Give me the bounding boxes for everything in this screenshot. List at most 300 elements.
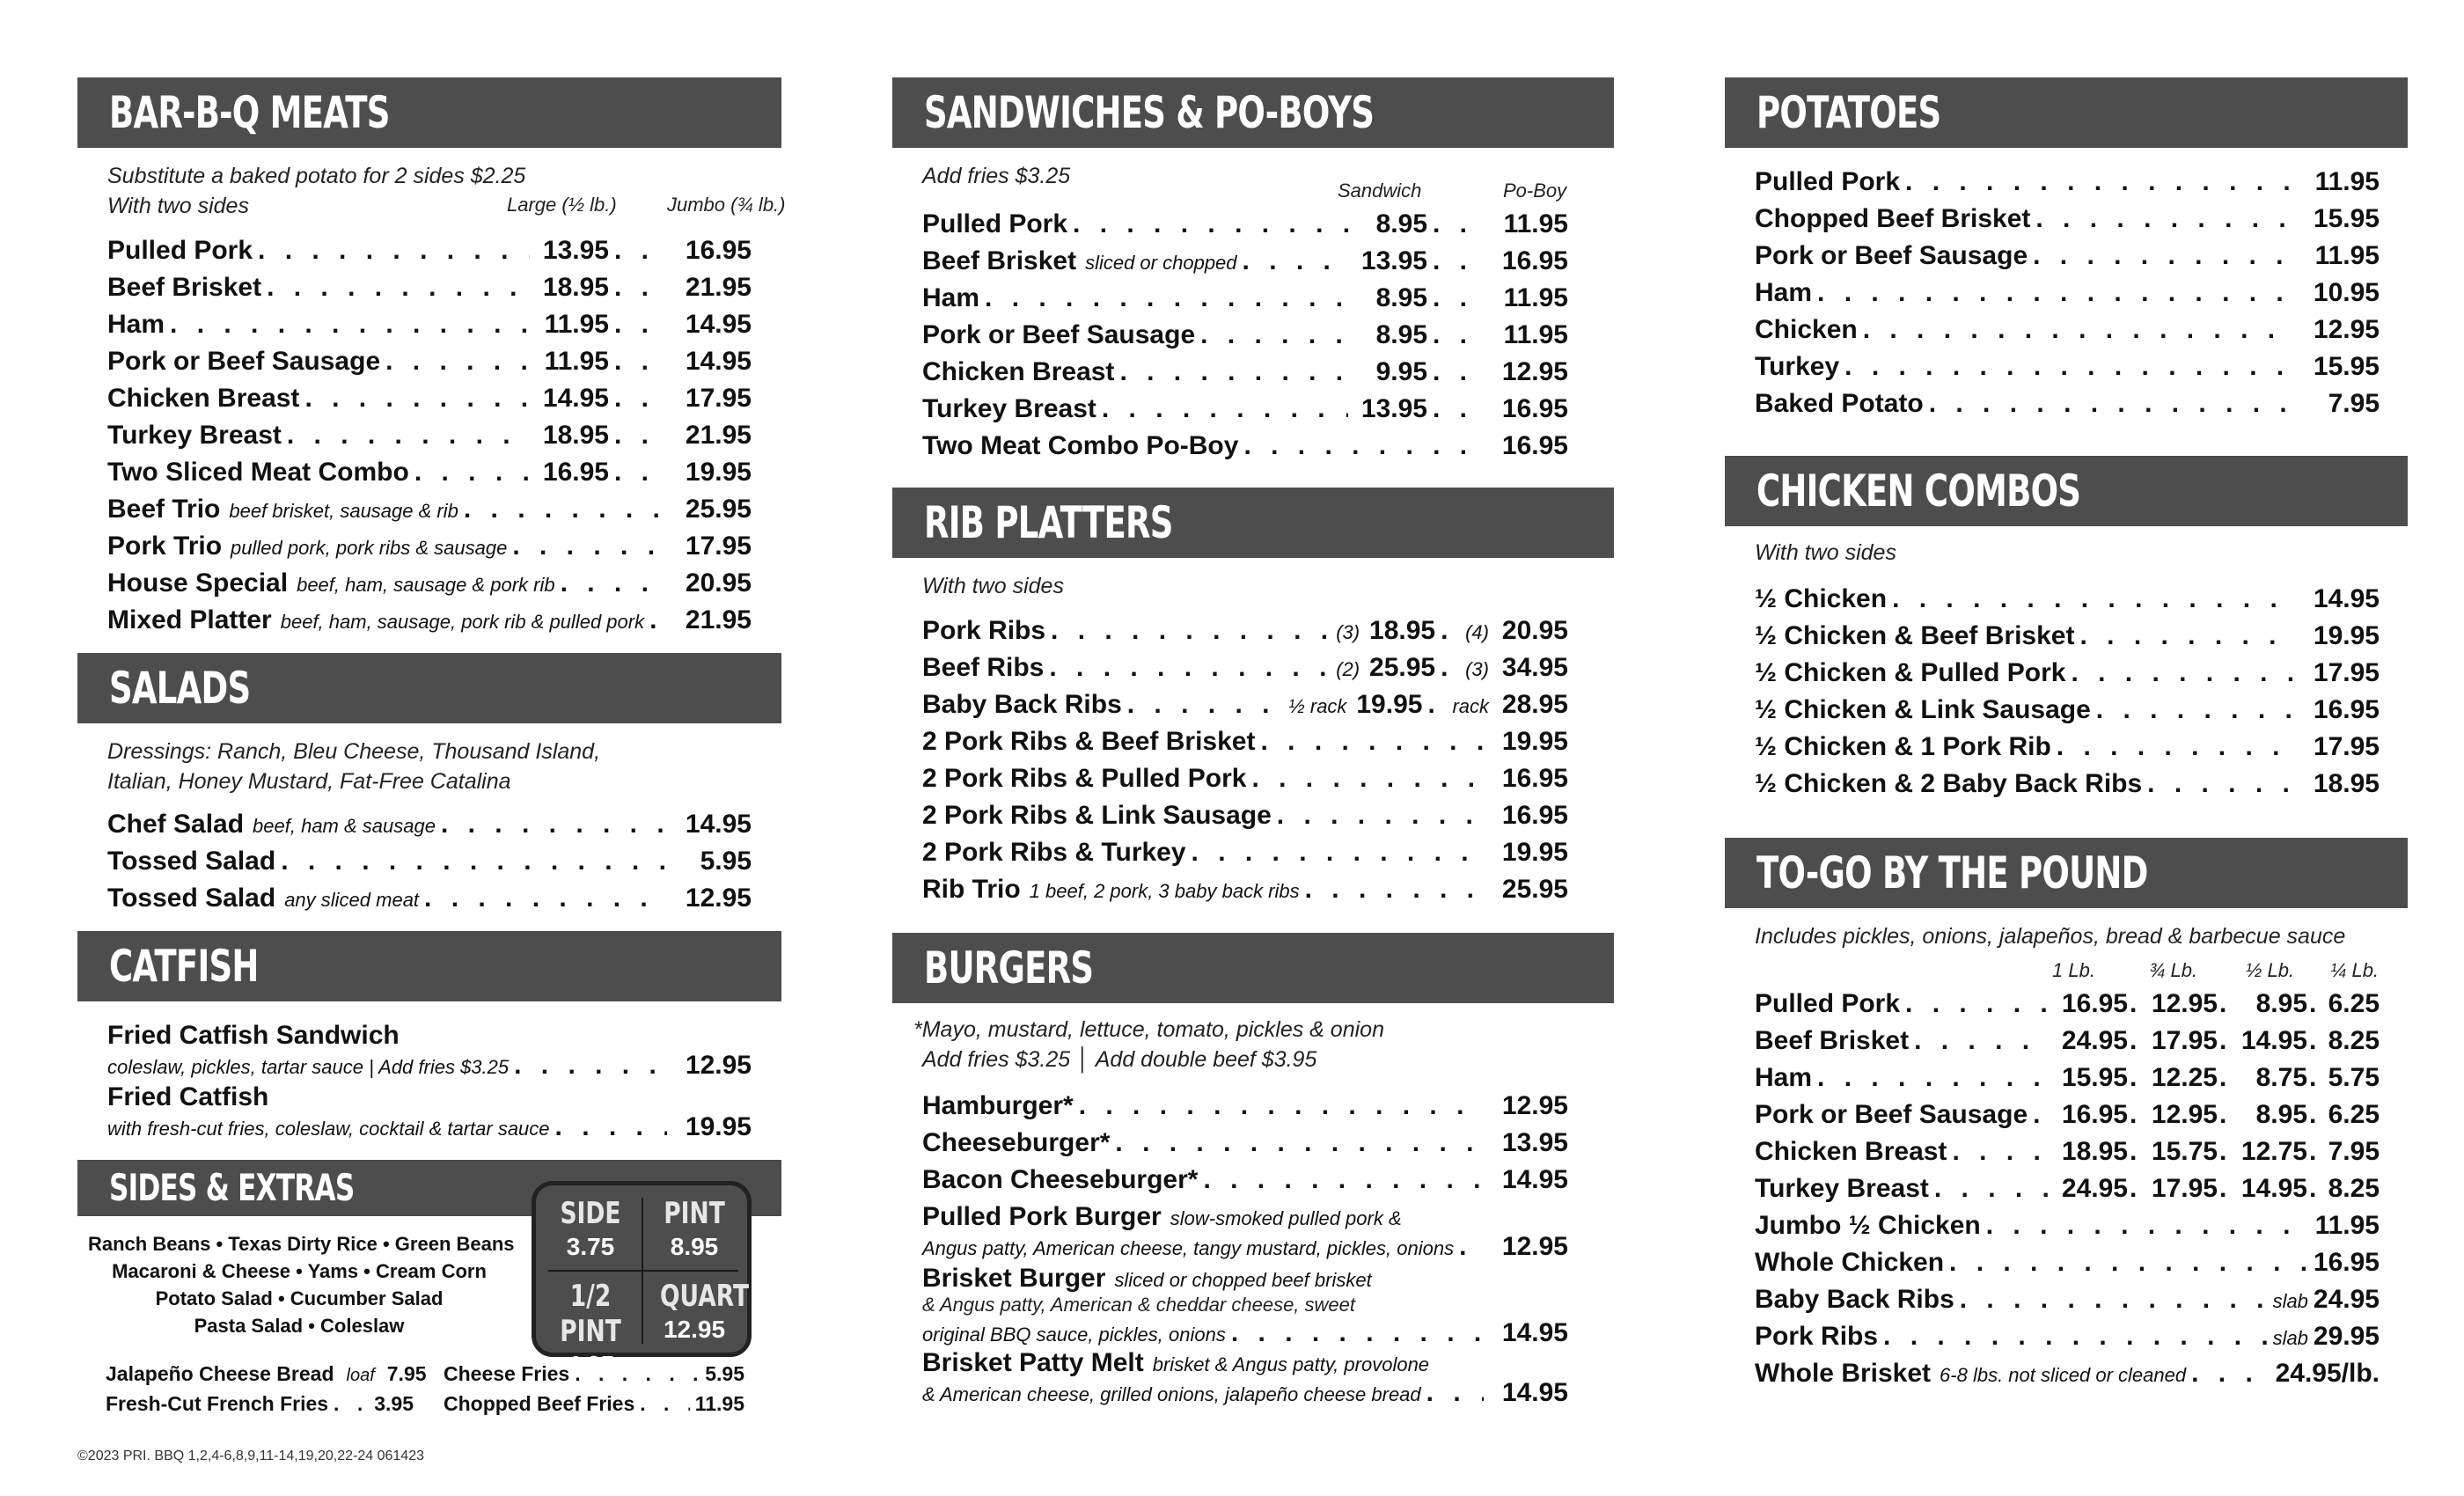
item-price: 7.95 bbox=[2328, 389, 2380, 418]
chicken-header: CHICKEN COMBOS bbox=[1725, 456, 2408, 526]
dot-leader bbox=[2033, 1100, 2049, 1130]
dot-leader bbox=[1203, 1165, 1484, 1195]
item-name: Pork or Beef Sausage bbox=[1755, 241, 2028, 270]
price-jumbo: 14.95 bbox=[685, 347, 752, 376]
item-name: ½ Chicken & Beef Brisket bbox=[1755, 621, 2075, 650]
menu-item bbox=[922, 1232, 1568, 1262]
dot-leader bbox=[2147, 769, 2295, 799]
dot-leader bbox=[414, 458, 530, 488]
price-col-1: 16.95 bbox=[2061, 989, 2128, 1018]
item-price: 25.95 bbox=[685, 495, 752, 524]
dot-leader bbox=[1952, 1137, 2049, 1167]
dot-leader bbox=[614, 310, 667, 340]
dot-leader bbox=[1433, 320, 1484, 350]
price-col-4: 8.25 bbox=[2328, 1026, 2380, 1055]
sides-list-line: Ranch Beans • Texas Dirty Rice • Green Beans bbox=[88, 1233, 515, 1255]
price-col-1: 18.95 bbox=[2061, 1137, 2128, 1166]
menu-item bbox=[107, 847, 752, 876]
item-name: Beef Brisket bbox=[922, 246, 1077, 275]
dot-leader bbox=[1905, 167, 2295, 197]
burgers-note-2: Add fries $3.25 │ Add double beef $3.95 bbox=[922, 1047, 1317, 1072]
dot-leader bbox=[2309, 1137, 2321, 1167]
item-description: pulled pork, pork ribs & sausage bbox=[231, 537, 508, 559]
item-description: with fresh-cut fries, coleslaw, cocktail & tartar sauce bbox=[107, 1118, 550, 1140]
item-description: 1 beef, 2 pork, 3 baby back ribs bbox=[1029, 880, 1300, 902]
item-price: 19.95 bbox=[685, 1112, 752, 1141]
price-large: 11.95 bbox=[544, 347, 609, 376]
sides-header: SIDES & EXTRAS bbox=[77, 1160, 781, 1216]
price-jumbo: 16.95 bbox=[685, 236, 752, 265]
dot-leader bbox=[1892, 584, 2295, 614]
item-name: Chopped Beef Fries bbox=[444, 1392, 635, 1415]
sandwiches-col-sandwich: Sandwich bbox=[1338, 180, 1422, 202]
item-name: Chicken bbox=[1755, 315, 1858, 344]
menu-item bbox=[922, 1128, 1568, 1158]
menu-item bbox=[922, 431, 1568, 461]
menu-item bbox=[1755, 621, 2380, 651]
togo-col-12lb: ½ Lb. bbox=[2246, 959, 2295, 981]
price-sandwich: 8.95 bbox=[1375, 209, 1427, 238]
item-name: Fried Catfish bbox=[107, 1082, 269, 1111]
item-name: Ham bbox=[922, 283, 980, 312]
menu-item bbox=[107, 884, 752, 913]
togo-col-14lb: ¼ Lb. bbox=[2330, 959, 2380, 981]
dot-leader bbox=[2033, 241, 2295, 271]
item-price: 5.95 bbox=[705, 1362, 744, 1385]
menu-item bbox=[1755, 352, 2380, 382]
ribs-note: With two sides bbox=[922, 574, 1064, 598]
dot-leader bbox=[281, 847, 667, 876]
quart-cell: QUART 12.95 bbox=[660, 1279, 750, 1343]
dot-leader bbox=[1119, 357, 1348, 387]
dot-leader bbox=[1459, 1232, 1484, 1262]
menu-item bbox=[1755, 1137, 2380, 1167]
dot-leader bbox=[614, 384, 667, 414]
menu-item bbox=[1755, 1248, 2380, 1278]
dot-leader bbox=[2191, 1359, 2270, 1389]
chicken-note: With two sides bbox=[1755, 540, 1896, 565]
footer-copyright: ©2023 PRI. BBQ 1,2,4-6,8,9,11-14,19,20,22-24 061423 bbox=[77, 1448, 424, 1463]
price-poboy: 11.95 bbox=[1503, 283, 1568, 312]
sandwiches-header: SANDWICHES & PO-BOYS bbox=[892, 77, 1614, 148]
pint-cell: PINT 8.95 bbox=[664, 1196, 725, 1260]
item-name: Pork Trio bbox=[107, 532, 223, 561]
dot-leader bbox=[1817, 278, 2295, 308]
item-name: 2 Pork Ribs & Beef Brisket bbox=[922, 727, 1256, 756]
item-price: 19.95 bbox=[1501, 727, 1568, 756]
price-large: 34.95 bbox=[1501, 653, 1568, 682]
dot-leader bbox=[2130, 1137, 2142, 1167]
dot-leader bbox=[2130, 989, 2142, 1019]
menu-item-name-line bbox=[107, 1021, 400, 1051]
item-price: 24.95/lb. bbox=[2275, 1359, 2380, 1388]
togo-header: TO-GO BY THE POUND bbox=[1725, 838, 2408, 908]
salads-header: SALADS bbox=[77, 653, 781, 723]
menu-item-name-line bbox=[922, 1264, 1372, 1294]
menu-item bbox=[1755, 1174, 2380, 1204]
item-price: 11.95 bbox=[694, 1392, 744, 1415]
sides-list-line: Pasta Salad • Coleslaw bbox=[194, 1315, 405, 1337]
price-jumbo: 14.95 bbox=[685, 310, 752, 339]
item-name: Chicken Breast bbox=[107, 384, 300, 413]
item-price: 16.95 bbox=[1501, 801, 1568, 830]
price-col-2: 12.95 bbox=[2151, 1100, 2218, 1129]
dot-leader bbox=[1251, 764, 1484, 794]
item-name: Chef Salad bbox=[107, 810, 245, 839]
item-name: House Special bbox=[107, 568, 289, 598]
menu-item bbox=[1755, 769, 2380, 799]
menu-item bbox=[922, 246, 1568, 276]
dot-leader bbox=[1192, 838, 1484, 868]
ribs-header: RIB PLATTERS bbox=[892, 488, 1614, 558]
bbq-note-2: With two sides bbox=[107, 194, 249, 218]
item-unit: slab bbox=[2272, 1290, 2308, 1312]
sandwiches-col-poboy: Po-Boy bbox=[1503, 180, 1567, 202]
item-price: 14.95 bbox=[685, 810, 752, 839]
item-name: Beef Ribs bbox=[922, 653, 1045, 682]
item-name: Fresh-Cut French Fries bbox=[106, 1392, 329, 1415]
menu-item bbox=[107, 1112, 752, 1142]
dot-leader bbox=[1426, 1378, 1484, 1408]
price-large: 14.95 bbox=[542, 384, 609, 413]
dot-leader bbox=[1079, 1091, 1484, 1121]
dot-leader bbox=[1427, 690, 1447, 720]
dot-leader bbox=[1960, 1285, 2268, 1315]
menu-item bbox=[107, 495, 752, 524]
item-description: original BBQ sauce, pickles, onions bbox=[922, 1324, 1226, 1346]
menu-item bbox=[1755, 241, 2380, 271]
item-price: 16.95 bbox=[2313, 695, 2380, 724]
menu-item bbox=[922, 357, 1568, 387]
price-large: 13.95 bbox=[542, 236, 609, 265]
price-poboy: 11.95 bbox=[1503, 320, 1568, 349]
dot-leader bbox=[649, 605, 667, 635]
menu-item bbox=[922, 394, 1568, 424]
item-price: 12.95 bbox=[685, 884, 752, 913]
dot-leader bbox=[614, 347, 667, 377]
menu-item bbox=[922, 1091, 1568, 1121]
item-price: 17.95 bbox=[685, 532, 752, 561]
item-price: 14.95 bbox=[1501, 1378, 1568, 1407]
item-name: 2 Pork Ribs & Turkey bbox=[922, 838, 1186, 867]
dot-leader bbox=[2309, 1026, 2321, 1056]
item-price: 14.95 bbox=[1501, 1165, 1568, 1194]
dot-leader bbox=[1934, 1174, 2049, 1204]
menu-item bbox=[1755, 1359, 2380, 1389]
item-name: Pork or Beef Sausage bbox=[1755, 1100, 2028, 1129]
price-large: 11.95 bbox=[544, 310, 609, 339]
price-col-2: 12.25 bbox=[2151, 1063, 2218, 1092]
dot-leader bbox=[1441, 616, 1460, 646]
dot-leader bbox=[2057, 732, 2295, 762]
dot-leader bbox=[2035, 204, 2295, 234]
item-name: Beef Brisket bbox=[1755, 1026, 1910, 1055]
price-col-2: 15.75 bbox=[2151, 1137, 2218, 1166]
item-description: & American cheese, grilled onions, jalapeño cheese bread bbox=[922, 1383, 1421, 1405]
togo-col-34lb: ¾ Lb. bbox=[2149, 959, 2198, 981]
dot-leader bbox=[1433, 283, 1484, 313]
price-col-4: 8.25 bbox=[2328, 1174, 2380, 1203]
item-description: sliced or chopped bbox=[1085, 252, 1237, 274]
dot-leader bbox=[1102, 394, 1348, 424]
dot-leader bbox=[2130, 1174, 2142, 1204]
side-extra-item bbox=[106, 1362, 431, 1386]
price-jumbo: 21.95 bbox=[685, 421, 752, 450]
price-col-4: 7.95 bbox=[2328, 1137, 2380, 1166]
dot-leader bbox=[170, 310, 530, 340]
dot-leader bbox=[1986, 1211, 2310, 1241]
price-col-1: 15.95 bbox=[2061, 1063, 2128, 1092]
price-large: 18.95 bbox=[542, 421, 609, 450]
menu-item bbox=[1755, 204, 2380, 234]
item-price: 11.95 bbox=[2314, 241, 2380, 270]
item-name: Pork or Beef Sausage bbox=[922, 320, 1196, 349]
dot-leader bbox=[287, 421, 530, 451]
price-sandwich: 13.95 bbox=[1360, 394, 1427, 423]
item-price: 12.95 bbox=[1501, 1232, 1568, 1261]
item-description: sliced or chopped beef brisket bbox=[1114, 1269, 1372, 1291]
menu-item bbox=[922, 1378, 1568, 1408]
item-price: 3.95 bbox=[374, 1392, 414, 1415]
dot-leader bbox=[1929, 389, 2295, 419]
price-col-1: 24.95 bbox=[2061, 1026, 2128, 1055]
menu-item bbox=[922, 283, 1568, 313]
dot-leader bbox=[424, 884, 667, 913]
item-name: Two Sliced Meat Combo bbox=[107, 458, 409, 487]
item-name: 2 Pork Ribs & Link Sausage bbox=[922, 801, 1272, 830]
item-name: Jumbo ½ Chicken bbox=[1755, 1211, 1981, 1240]
price-small: 25.95 bbox=[1369, 653, 1436, 682]
item-price: 18.95 bbox=[2313, 769, 2380, 798]
item-description: coleslaw, pickles, tartar sauce | Add fries $3.25 bbox=[107, 1056, 510, 1078]
item-description: beef brisket, sausage & rib bbox=[229, 500, 458, 522]
item-price: 17.95 bbox=[2313, 732, 2380, 761]
item-name: Turkey bbox=[1755, 352, 1840, 381]
item-name: Turkey Breast bbox=[922, 394, 1096, 423]
price-col-3: 12.75 bbox=[2240, 1137, 2307, 1166]
menu-item bbox=[1755, 1026, 2380, 1056]
item-name: Turkey Breast bbox=[107, 421, 282, 450]
bbq-col-jumbo: Jumbo (¾ lb.) bbox=[667, 194, 786, 216]
dot-leader bbox=[561, 568, 667, 598]
dot-leader bbox=[2130, 1026, 2142, 1056]
qty-small: (3) bbox=[1336, 621, 1360, 643]
item-name: ½ Chicken & Link Sausage bbox=[1755, 695, 2091, 724]
dot-leader bbox=[2309, 1100, 2321, 1130]
dot-leader bbox=[1844, 352, 2295, 382]
item-name: ½ Chicken bbox=[1755, 584, 1888, 613]
item-price: 24.95 bbox=[2313, 1285, 2380, 1314]
item-description: slow-smoked pulled pork & bbox=[1170, 1207, 1402, 1229]
item-name: Brisket Burger bbox=[922, 1264, 1106, 1293]
dot-leader bbox=[2079, 621, 2295, 651]
item-name: Rib Trio bbox=[922, 875, 1021, 904]
price-col-3: 14.95 bbox=[2240, 1174, 2307, 1203]
menu-item bbox=[1755, 1063, 2380, 1093]
item-name: Pulled Pork Burger bbox=[922, 1202, 1162, 1231]
potatoes-header: POTATOES bbox=[1725, 77, 2408, 148]
dot-leader bbox=[2309, 1174, 2321, 1204]
price-col-4: 5.75 bbox=[2328, 1063, 2380, 1092]
dot-leader bbox=[2130, 1100, 2142, 1130]
item-price: 19.95 bbox=[1501, 838, 1568, 867]
item-name: Tossed Salad bbox=[107, 847, 276, 876]
item-price: 16.95 bbox=[2313, 1248, 2380, 1277]
price-large: 16.95 bbox=[542, 458, 609, 487]
menu-item bbox=[1755, 389, 2380, 419]
item-price: 17.95 bbox=[2313, 658, 2380, 687]
burgers-header: BURGERS bbox=[892, 933, 1614, 1003]
item-price: 12.95 bbox=[2313, 315, 2380, 344]
menu-item bbox=[1755, 1285, 2380, 1315]
item-name: Baked Potato bbox=[1755, 389, 1924, 418]
salads-note-2: Italian, Honey Mustard, Fat-Free Catalina bbox=[107, 769, 511, 794]
item-price: 13.95 bbox=[1501, 1128, 1568, 1157]
price-sandwich: 13.95 bbox=[1360, 246, 1427, 275]
price-poboy: 16.95 bbox=[1501, 431, 1568, 460]
menu-item bbox=[1755, 732, 2380, 762]
menu-item bbox=[1755, 278, 2380, 308]
item-name: Pulled Pork bbox=[1755, 167, 1901, 196]
item-name: 2 Pork Ribs & Pulled Pork bbox=[922, 764, 1247, 793]
menu-item bbox=[922, 1165, 1568, 1195]
item-unit: slab bbox=[2272, 1327, 2308, 1349]
dot-leader bbox=[1305, 875, 1484, 905]
bbq-col-large: Large (½ lb.) bbox=[507, 194, 617, 216]
dot-leader bbox=[2219, 1100, 2232, 1130]
dot-leader bbox=[514, 1051, 667, 1081]
item-name: Whole Chicken bbox=[1755, 1248, 1945, 1277]
dot-leader bbox=[2219, 1063, 2232, 1093]
price-poboy: 16.95 bbox=[1501, 394, 1568, 423]
item-price: 21.95 bbox=[685, 605, 752, 634]
item-name: Two Meat Combo Po-Boy bbox=[922, 431, 1239, 460]
dot-leader bbox=[334, 1392, 369, 1416]
dot-leader bbox=[2309, 1063, 2321, 1093]
item-name: ½ Chicken & Pulled Pork bbox=[1755, 658, 2066, 687]
menu-item bbox=[922, 875, 1568, 905]
dot-leader bbox=[1127, 690, 1284, 720]
price-col-4: 6.25 bbox=[2328, 989, 2380, 1018]
item-description: beef, ham, sausage, pork rib & pulled pork bbox=[280, 611, 645, 633]
dot-leader bbox=[1243, 431, 1484, 461]
menu-item bbox=[922, 690, 1568, 720]
sides-list-line: Macaroni & Cheese • Yams • Cream Corn bbox=[112, 1260, 487, 1282]
dot-leader bbox=[385, 347, 530, 377]
item-description: any sliced meat bbox=[284, 889, 420, 911]
dot-leader bbox=[441, 810, 667, 840]
price-sandwich: 8.95 bbox=[1375, 283, 1427, 312]
menu-item bbox=[107, 810, 752, 840]
price-jumbo: 19.95 bbox=[685, 458, 752, 487]
dot-leader bbox=[614, 236, 667, 266]
dot-leader bbox=[1433, 209, 1484, 239]
item-price: 5.95 bbox=[700, 847, 752, 876]
menu-item bbox=[107, 421, 752, 451]
item-description: 6-8 lbs. not sliced or cleaned bbox=[1940, 1364, 2187, 1386]
item-name: Pork Ribs bbox=[922, 616, 1046, 645]
item-name: Ham bbox=[107, 310, 165, 339]
price-jumbo: 17.95 bbox=[685, 384, 752, 413]
dot-leader bbox=[1863, 315, 2295, 345]
bbq-header: BAR-B-Q MEATS bbox=[77, 77, 781, 148]
item-name: Bacon Cheeseburger* bbox=[922, 1165, 1199, 1194]
salads-note-1: Dressings: Ranch, Bleu Cheese, Thousand Island, bbox=[107, 739, 601, 764]
dot-leader bbox=[1073, 209, 1348, 239]
menu-item bbox=[922, 320, 1568, 350]
menu-item bbox=[107, 568, 752, 598]
menu-item-name-line bbox=[107, 1082, 268, 1112]
price-col-3: 8.75 bbox=[2255, 1063, 2307, 1092]
sides-list bbox=[88, 1230, 515, 1339]
item-name: Pork Ribs bbox=[1755, 1322, 1879, 1351]
dot-leader bbox=[575, 1362, 700, 1386]
dot-leader bbox=[258, 236, 530, 266]
menu-item bbox=[107, 273, 752, 303]
price-large: 20.95 bbox=[1501, 616, 1568, 645]
price-poboy: 12.95 bbox=[1501, 357, 1568, 386]
item-name: Chicken Breast bbox=[922, 357, 1115, 386]
menu-item bbox=[107, 236, 752, 266]
item-name: Jalapeño Cheese Bread bbox=[106, 1362, 334, 1385]
menu-item-name-line bbox=[922, 1202, 1402, 1232]
item-name: Baby Back Ribs bbox=[1755, 1285, 1954, 1314]
menu-item bbox=[922, 1318, 1568, 1348]
price-col-1: 16.95 bbox=[2061, 1100, 2128, 1129]
menu-item bbox=[922, 616, 1568, 646]
dot-leader bbox=[1905, 989, 2049, 1019]
qty-small: (2) bbox=[1336, 658, 1360, 680]
qty-large: rack bbox=[1452, 695, 1489, 717]
menu-item bbox=[1755, 1211, 2380, 1241]
dot-leader bbox=[2071, 658, 2295, 688]
item-name: Pulled Pork bbox=[107, 236, 253, 265]
item-name: Turkey Breast bbox=[1755, 1174, 1929, 1203]
dot-leader bbox=[1231, 1318, 1484, 1348]
dot-leader bbox=[1277, 801, 1484, 831]
item-name: Ham bbox=[1755, 1063, 1813, 1092]
menu-item bbox=[922, 801, 1568, 831]
item-price: 12.95 bbox=[685, 1051, 752, 1080]
item-name: ½ Chicken & 1 Pork Rib bbox=[1755, 732, 2051, 761]
menu-item bbox=[1755, 584, 2380, 614]
dot-leader bbox=[464, 495, 667, 524]
dot-leader bbox=[1049, 653, 1331, 683]
dot-leader bbox=[2219, 1137, 2232, 1167]
item-price: 11.95 bbox=[2314, 1211, 2380, 1240]
item-price: 16.95 bbox=[1501, 764, 1568, 793]
price-sandwich: 9.95 bbox=[1375, 357, 1427, 386]
item-name: Pulled Pork bbox=[1755, 989, 1901, 1018]
menu-item-name-line bbox=[922, 1348, 1429, 1378]
qty-large: (3) bbox=[1465, 658, 1489, 680]
price-poboy: 16.95 bbox=[1501, 246, 1568, 275]
side-extra-item bbox=[106, 1392, 414, 1416]
item-name: Pulled Pork bbox=[922, 209, 1068, 238]
dot-leader bbox=[2219, 989, 2232, 1019]
dot-leader bbox=[985, 283, 1348, 313]
item-price: 25.95 bbox=[1501, 875, 1568, 904]
dot-leader bbox=[1115, 1128, 1484, 1158]
item-name: Chicken Breast bbox=[1755, 1137, 1947, 1166]
item-name: Tossed Salad bbox=[107, 884, 276, 913]
item-price: 11.95 bbox=[2314, 167, 2380, 196]
menu-item bbox=[1755, 315, 2380, 345]
side-extra-item bbox=[444, 1392, 744, 1416]
dot-leader bbox=[1817, 1063, 2049, 1093]
item-description: beef, ham & sausage bbox=[253, 815, 436, 837]
item-price: 29.95 bbox=[2313, 1322, 2380, 1351]
